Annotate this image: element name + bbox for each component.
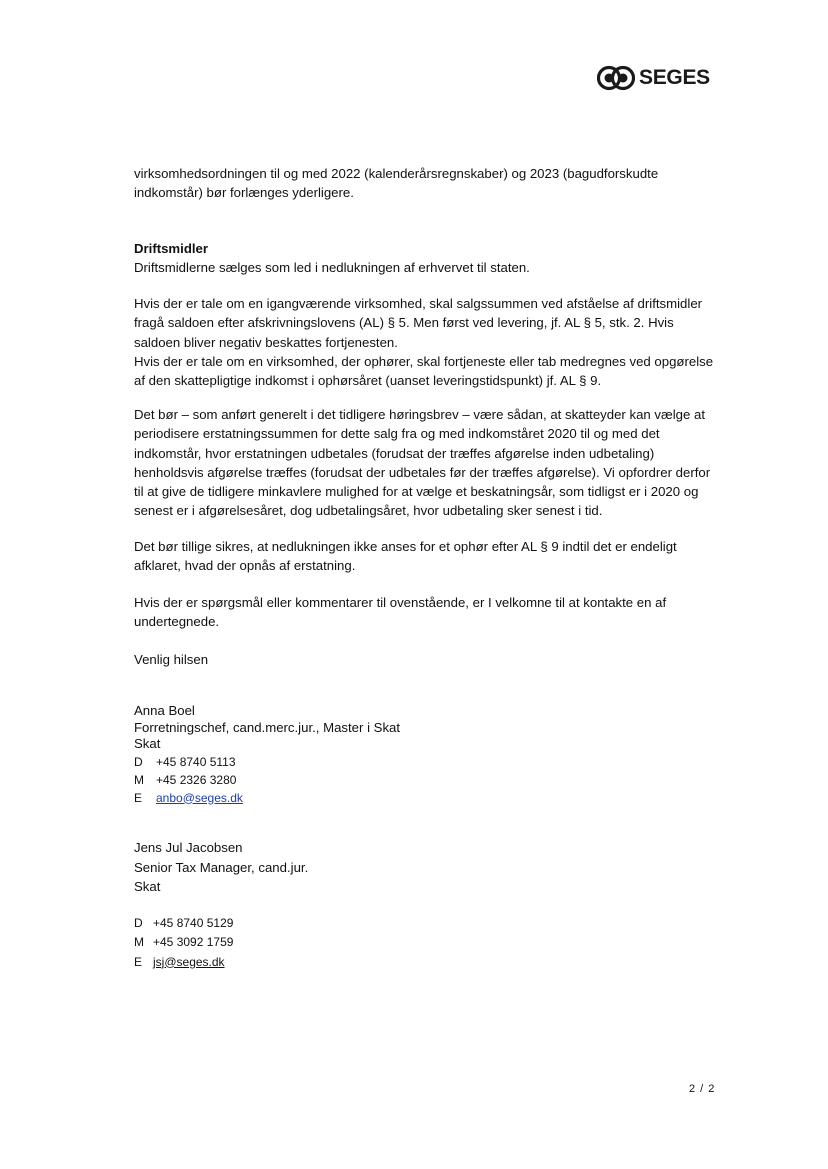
phone-mobile-row	[134, 771, 400, 789]
phone-direct-row	[134, 914, 308, 934]
continuation-paragraph: virksomhedsordningen til og med 2022 (kalenderårsregnskaber) og 2023 (bagudforskudte indkomstår) bør forlænges yderligere.	[134, 166, 659, 201]
page-number: 2 / 2	[689, 1083, 716, 1095]
phone-direct-label: D	[134, 754, 143, 769]
contact-details	[134, 753, 400, 807]
signer-title: Senior Tax Manager, cand.jur.	[134, 859, 309, 875]
email-label: E	[134, 954, 143, 969]
email-row	[134, 789, 400, 807]
logo-text: SEGES	[639, 66, 710, 89]
paragraph-3: Det bør tillige sikres, at nedlukningen ikke anses for et ophør efter AL § 9 indtil det er endeligt afklaret, hvad der opnås af erstatning.	[134, 539, 677, 574]
signer-department: Skat	[134, 879, 161, 894]
signer-name: Jens Jul Jacobsen	[134, 840, 243, 855]
signer-title: Forretningschef, cand.merc.jur., Master i Skat	[134, 719, 401, 735]
paragraph-4: Hvis der er spørgsmål eller kommentarer til ovenstående, er I velkomne til at kontakte en af undertegnede.	[134, 595, 667, 630]
email-row	[134, 953, 308, 973]
paragraph-3-block	[134, 537, 714, 576]
email-link[interactable]: jsj@seges.dk	[153, 954, 225, 969]
phone-direct: +45 8740 5113	[156, 754, 236, 769]
contact-details	[134, 914, 308, 973]
seges-logo-mark-icon	[597, 64, 635, 92]
paragraph-4-block	[134, 593, 714, 632]
email-label: E	[134, 790, 143, 805]
signer-name: Anna Boel	[134, 703, 195, 718]
seges-logo	[597, 64, 710, 92]
signer-department: Skat	[134, 736, 161, 751]
phone-mobile-row	[134, 933, 308, 953]
phone-mobile: +45 3092 1759	[153, 935, 234, 949]
phone-mobile-label: M	[134, 935, 144, 949]
closing-greeting: Venlig hilsen	[134, 652, 209, 667]
section-intro: Driftsmidlerne sælges som led i nedlukningen af erhvervet til staten.	[134, 260, 530, 276]
signature-block-1	[134, 703, 400, 807]
email-link[interactable]: anbo@seges.dk	[156, 790, 243, 805]
section-heading: Driftsmidler	[134, 241, 209, 256]
phone-mobile: +45 2326 3280	[156, 772, 237, 787]
phone-direct-label: D	[134, 915, 143, 930]
letter-continuation-block	[134, 164, 714, 203]
phone-direct-row	[134, 753, 400, 771]
paragraph-1b: Hvis der er tale om en virksomhed, der ophører, skal fortjeneste eller tab medregnes ved opgørelse af den skattepligtige indkomst i ophørsåret (uanset leveringstidspunkt) jf. AL § 9.	[134, 353, 714, 389]
paragraph-2-block	[134, 405, 714, 521]
phone-direct: +45 8740 5129	[153, 915, 234, 930]
paragraph-1a: Hvis der er tale om en igangværende virksomhed, skal salgssummen ved afståelse af driftsmidler fragå saldoen efter afskrivningslovens (AL) § 5. Men først ved levering, jf. AL § 5, stk. 2. Hvis saldoen bliver negativ beskattes fortjenesten.	[134, 296, 703, 350]
closing-block	[134, 650, 714, 669]
paragraph-1-block	[134, 294, 714, 390]
phone-mobile-label: M	[134, 772, 144, 787]
signature-block-2	[134, 838, 308, 972]
paragraph-2: Det bør – som anført generelt i det tidligere høringsbrev – være sådan, at skatteyder kan vælge at periodisere erstatningssummen for dette salg fra og med indkomståret 2020 til og med det indkomstår, hvor erstatningen udbetales (forudsat der træffes afgørelse inden udbetaling) henholdsvis afgørelse træffes (forudsat der udbetales før der træffes afgørelse). Vi opfordrer derfor til at give de tidligere minkavlere mulighed for at vælge et beskatningsår, som tidligst er i 2020 og senest er i afgørelsesåret, dog udbetalingsåret, hvor udbetaling sker senest i tid.	[134, 407, 711, 519]
driftsmidler-section	[134, 239, 714, 278]
